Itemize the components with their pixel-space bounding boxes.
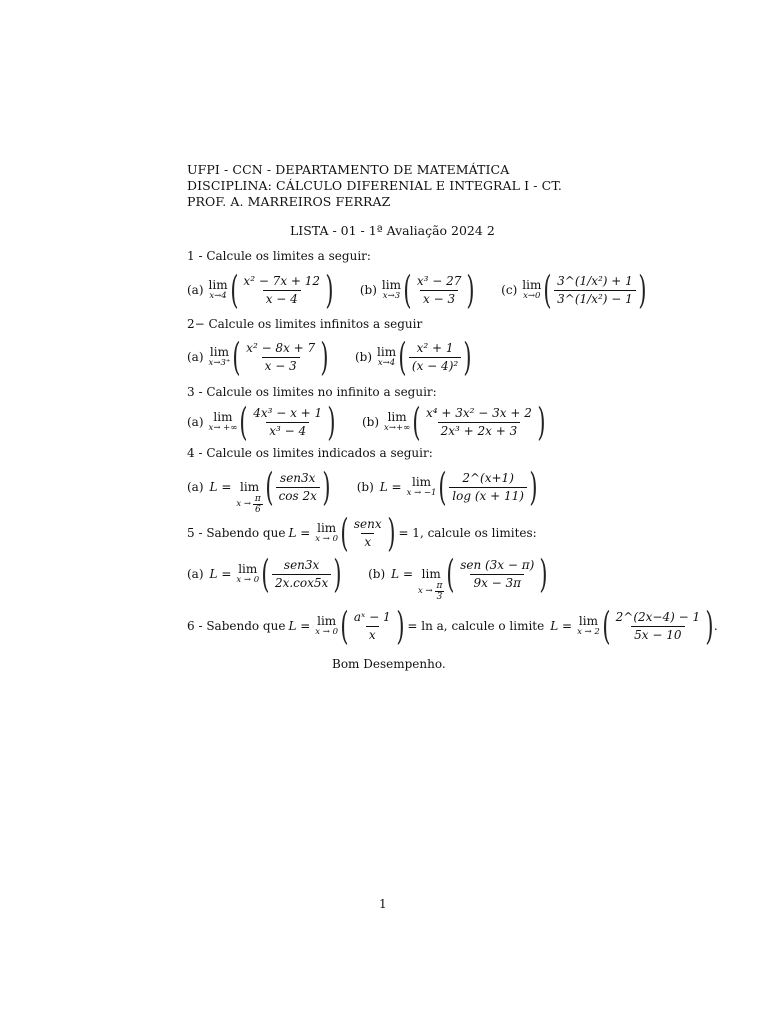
closing-message: Bom Desempenho. [332, 657, 446, 671]
question-4-text: 4 - Calcule os limites indicados a seguir: [187, 446, 433, 460]
q5-item-a: (a) L = lim x → 0 ( $\frac{\text{sen3x}}{\text{2x.cox5x}}$ ) [187, 552, 342, 596]
question-3-items [187, 399, 546, 445]
question-2-text: 2− Calcule os limites infinitos a seguir [187, 317, 423, 331]
page-number: 1 [379, 897, 387, 911]
question-5-items [187, 548, 548, 600]
question-1-text: 1 - Calcule os limites a seguir: [187, 249, 371, 263]
header-discipline: DISCIPLINA: CÁLCULO DIFERENIAL E INTEGRAL I - CT. [187, 178, 562, 193]
question-5-text: 5 - Sabendo que L = lim x → 0 ( $\frac{\text{senx}}{x}$ ) = 1, calcule os limites: [187, 511, 537, 555]
q4-item-b: (b) L = lim x → −1 ( $\frac{2\^{}(x+1)}{\log (x + 11)}$ ) [356, 465, 538, 509]
q2-item-b: (b) lim x→4 ( $\frac{\text{x² + 1}}{\text{(x − 4)²}}$ ) [354, 335, 472, 379]
q1-item-a: (a) lim x→4 ( $\frac{\text{x² − 7x + 12}}{x - 4}$ ) [187, 268, 334, 312]
question-3-text: 3 - Calcule os limites no infinito a seguir: [187, 385, 437, 399]
q2-item-a: (a) lim x→3⁺ ( $\frac{\text{x² − 8x + 7}}{x - 3}$ ) [187, 335, 329, 379]
question-6-text: 6 - Sabendo que L = lim x → 0 ( $\frac{\text{aˣ − 1}}{x}$ ) = ln a, calcule o limite L = lim x → 2 ( $\frac{2\^{}(2x-4) - 1}{5x - 10}$ ) . [187, 604, 718, 648]
question-4-items [187, 461, 538, 513]
header-department: UFPI - CCN - DEPARTAMENTO DE MATEMÁTICA [187, 162, 510, 177]
header-professor: PROF. A. MARREIROS FERRAZ [187, 194, 391, 209]
q5-item-b: (b) L = lim x → π 3 ( $\frac{\text{sen (3x − π)}}{9x - 3\pi}$ ) [368, 552, 548, 602]
question-1-items [187, 267, 647, 313]
list-title: LISTA - 01 - 1ª Avaliação 2024 2 [290, 223, 495, 238]
q3-item-b: (b) lim x→+∞ ( $\frac{\text{x⁴ + 3x² − 3x + 2}}{\text{2x³ + 2x + 3}}$ ) [362, 400, 546, 444]
q1-item-c: (c) lim x→0 ( $\frac{\text{3\textasciicircum{}(1/x²) + 1}}{\text{3\textasciicircum{}(1/x²) − 1}}$ ) [501, 268, 647, 312]
q1-item-b: (b) lim x→3 ( $\frac{\text{x³ − 27}}{x - 3}$ ) [359, 268, 475, 312]
q3-item-a: (a) lim x→ +∞ ( $\frac{\text{4x³ − x + 1}}{\text{x³ − 4}}$ ) [187, 400, 336, 444]
question-2-items [187, 334, 472, 380]
q4-item-a: (a) L = lim x → π 6 ( $\frac{\text{sen3x}}{\cos 2x}$ ) [187, 465, 331, 515]
document-header [187, 162, 562, 210]
